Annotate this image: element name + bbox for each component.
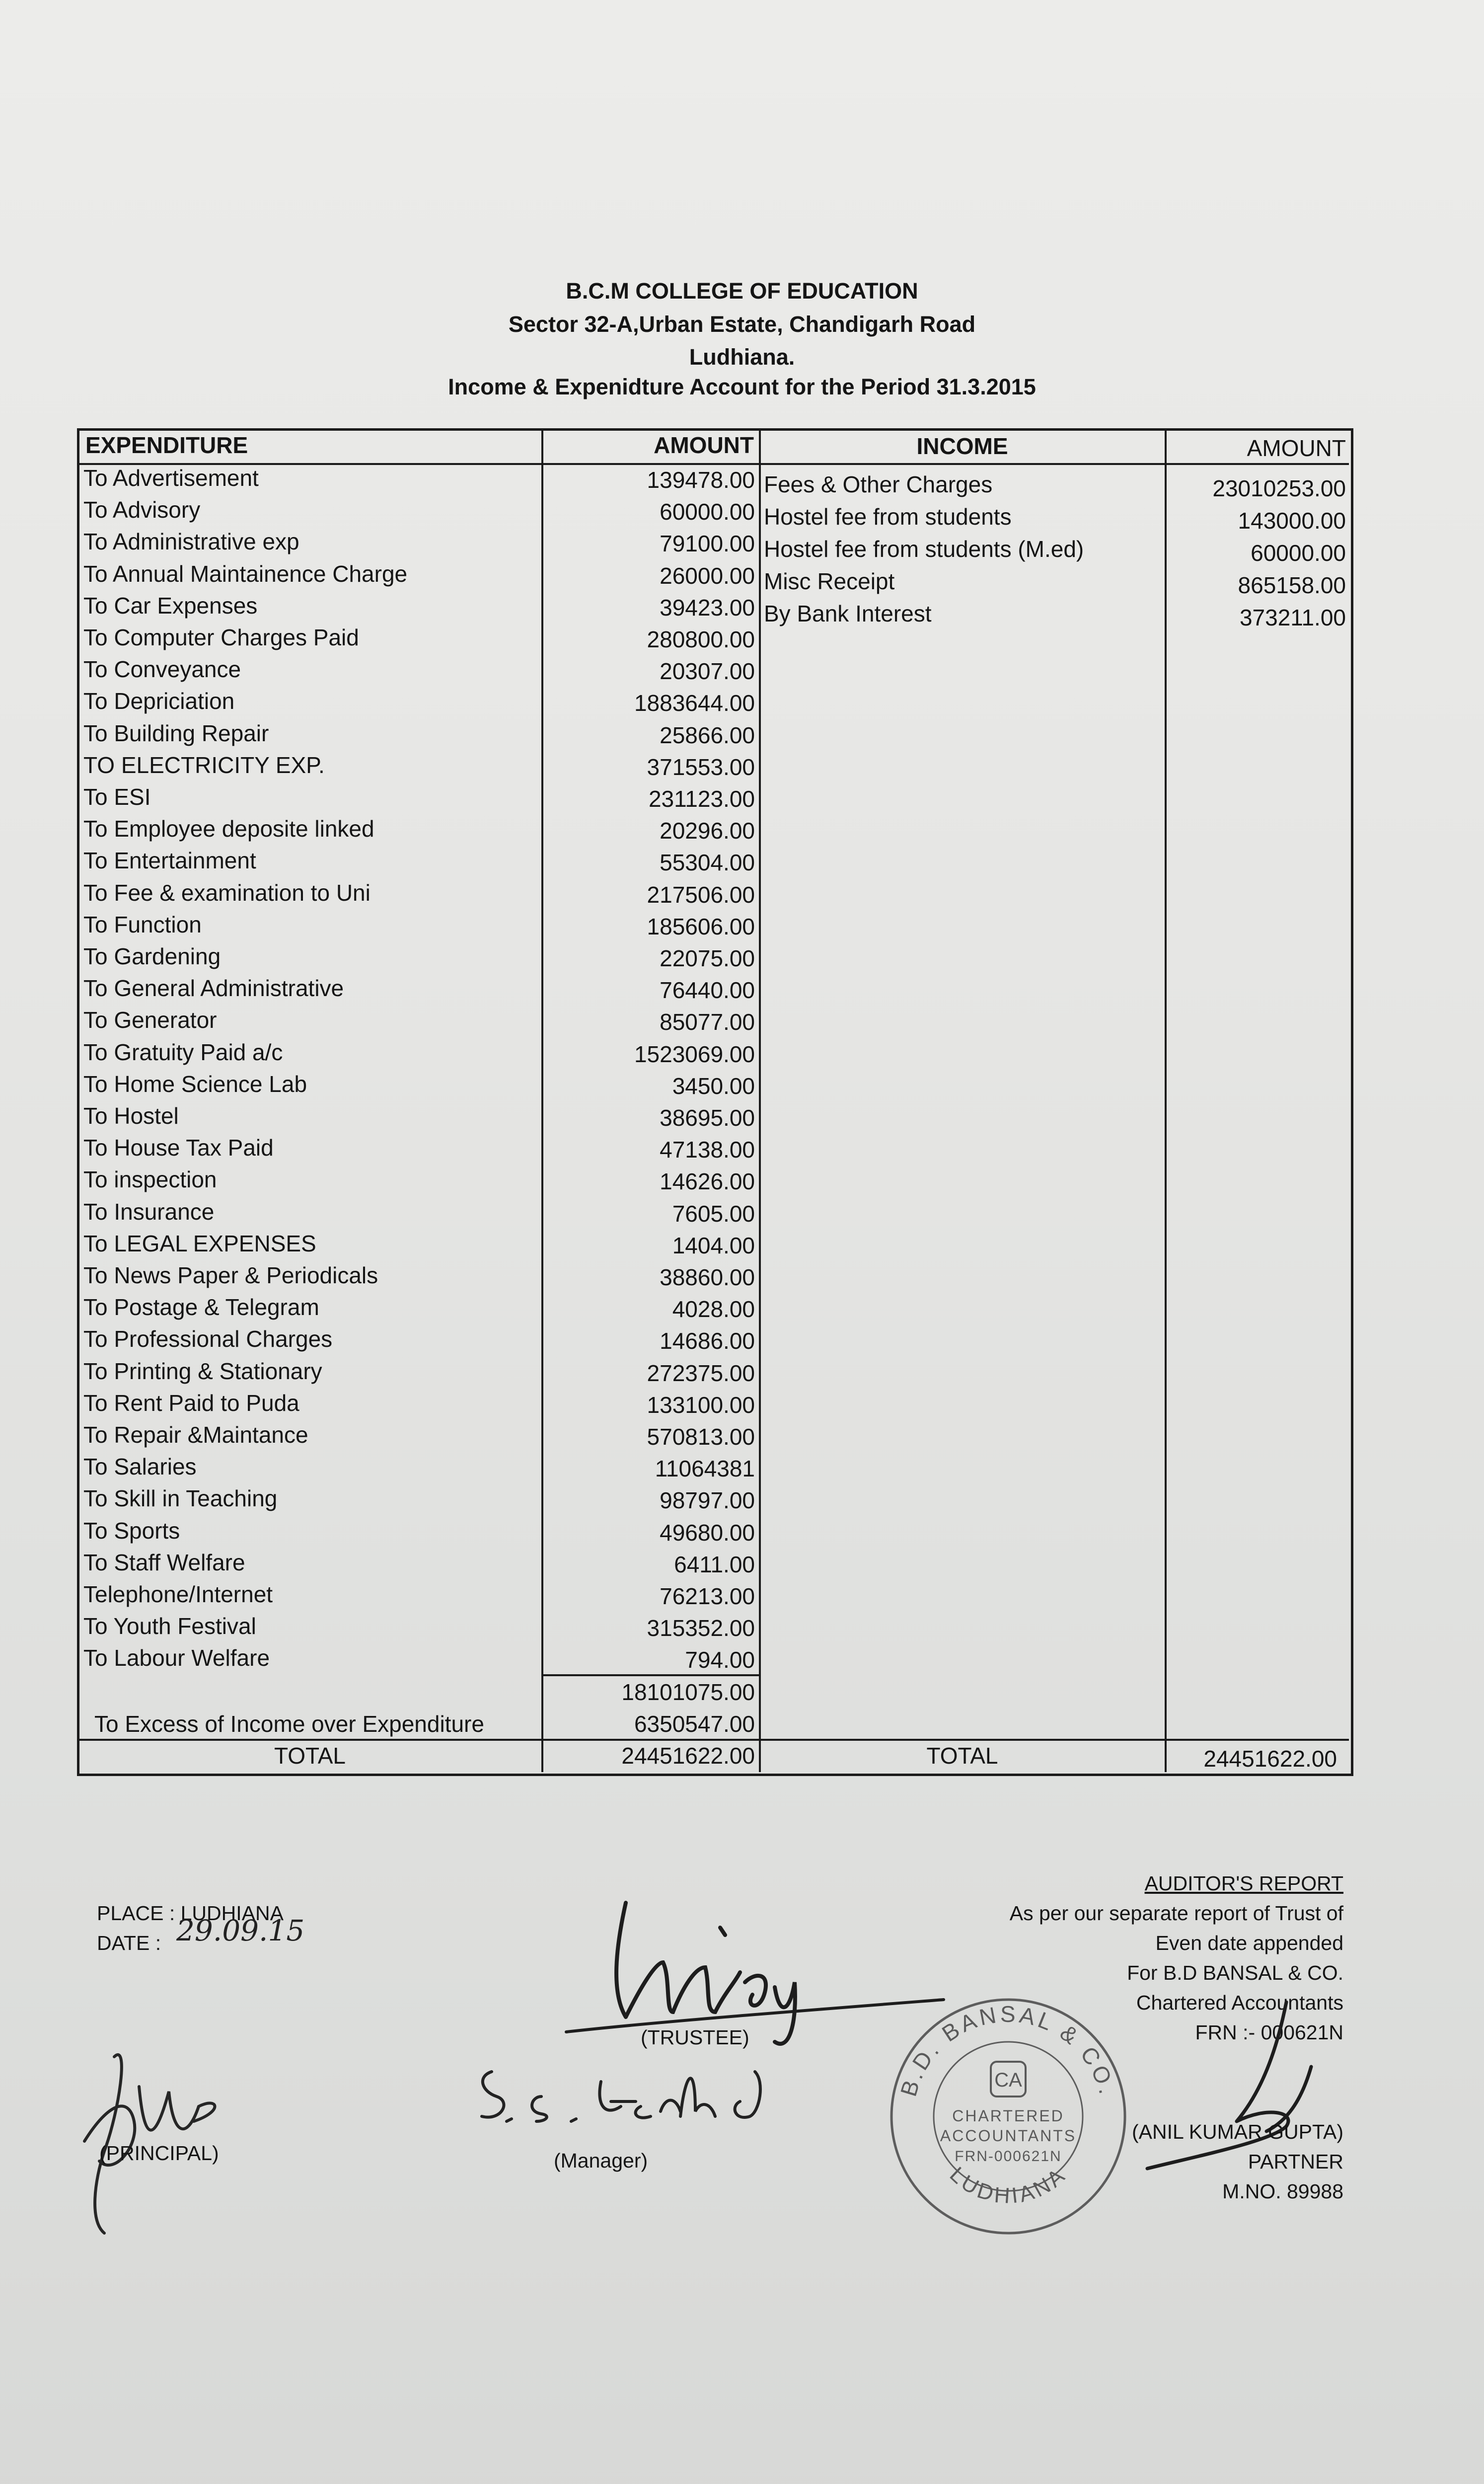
stamp-top-text: B.D. BANSAL & CO. [895, 2001, 1121, 2099]
expenditure-row-label: To Conveyance [83, 656, 241, 682]
auditor-report-line: Even date appended [1155, 1932, 1343, 1954]
expenditure-row-label: To Function [83, 912, 202, 937]
expenditure-row-label: To Depriciation [83, 688, 235, 714]
expenditure-row-label: To Car Expenses [83, 593, 258, 619]
expenditure-row-label: To LEGAL EXPENSES [83, 1231, 316, 1256]
auditor-report-title: AUDITOR'S REPORT [1144, 1872, 1343, 1895]
total-label-right: TOTAL [926, 1743, 998, 1769]
expenditure-row-amount: 22075.00 [660, 945, 755, 971]
excess-amount: 6350547.00 [634, 1711, 755, 1737]
expenditure-row-label: To Gratuity Paid a/c [83, 1039, 283, 1065]
expenditure-row-amount: 76213.00 [660, 1583, 755, 1609]
expenditure-row-amount: 6411.00 [674, 1552, 755, 1577]
expenditure-row-label: TO ELECTRICITY EXP. [83, 752, 325, 778]
expenditure-row-amount: 11064381 [655, 1456, 755, 1481]
expenditure-row-label: To Advisory [83, 497, 201, 523]
expenditure-row-label: To Entertainment [83, 848, 256, 873]
expenditure-row-amount: 3450.00 [672, 1073, 755, 1099]
expenditure-row-amount: 85077.00 [660, 1009, 755, 1035]
expenditure-row-label: To Advertisement [83, 465, 259, 491]
income-row-amount: 23010253.00 [1212, 475, 1346, 501]
expenditure-row-amount: 14686.00 [660, 1328, 755, 1354]
expenditure-row-amount: 25866.00 [660, 722, 755, 748]
income-row-label: Misc Receipt [764, 568, 895, 594]
expenditure-row-amount: 217506.00 [647, 882, 755, 908]
expenditure-row-amount: 38860.00 [660, 1264, 755, 1290]
expenditure-row-amount: 20307.00 [660, 658, 755, 684]
header-income: INCOME [916, 433, 1008, 459]
expenditure-row-amount: 98797.00 [660, 1487, 755, 1513]
expenditure-row-label: To Printing & Stationary [83, 1358, 322, 1384]
expenditure-row-amount: 20296.00 [660, 818, 755, 844]
auditor-report-line: FRN :- 000621N [1195, 2021, 1343, 2044]
expenditure-row-label: To Skill in Teaching [83, 1485, 278, 1511]
expenditure-row-label: To Staff Welfare [83, 1550, 245, 1575]
income-row-label: Fees & Other Charges [764, 471, 993, 497]
expenditure-row-label: To Salaries [83, 1454, 197, 1479]
expenditure-row-label: To Insurance [83, 1199, 215, 1225]
trustee-label: (TRUSTEE) [641, 2026, 749, 2049]
expenditure-row-amount: 79100.00 [660, 531, 755, 556]
expenditure-row-amount: 39423.00 [660, 595, 755, 621]
expenditure-row-label: To Repair &Maintance [83, 1422, 308, 1448]
total-amount-right: 24451622.00 [1203, 1746, 1337, 1772]
expenditure-row-amount: 315352.00 [647, 1615, 755, 1641]
expenditure-row-label: To Labour Welfare [83, 1645, 270, 1671]
expenditure-row-label: To Gardening [83, 943, 221, 969]
date-handwritten: 29.09.15 [176, 1914, 305, 1947]
expenditure-row-amount: 4028.00 [672, 1296, 755, 1322]
stamp-logo: CA [994, 2069, 1022, 2091]
expenditure-row-amount: 1523069.00 [634, 1041, 755, 1067]
expenditure-row-label: To Annual Maintainence Charge [83, 561, 408, 587]
header-expenditure: EXPENDITURE [85, 432, 248, 458]
expenditure-row-label: To Hostel [83, 1103, 179, 1129]
expenditure-row-amount: 371553.00 [647, 754, 755, 780]
header-amount-right: AMOUNT [1247, 435, 1346, 461]
total-label-left: TOTAL [274, 1743, 346, 1769]
col-divider-1 [541, 430, 543, 1772]
auditor-report-line: Chartered Accountants [1136, 1991, 1343, 2014]
place: PLACE : LUDHIANA [97, 1902, 284, 1925]
income-row-amount: 865158.00 [1238, 572, 1346, 598]
expenditure-row-amount: 139478.00 [647, 467, 755, 493]
subtotal-amount: 18101075.00 [621, 1679, 755, 1705]
expenditure-row-label: To Employee deposite linked [83, 816, 374, 842]
statement-title: Income & Expenidture Account for the Period 31.3.2015 [448, 374, 1036, 399]
header-amount-left: AMOUNT [654, 432, 754, 458]
expenditure-row-amount: 60000.00 [660, 499, 755, 525]
membership-number: M.NO. 89988 [1222, 2180, 1343, 2203]
college-address: Sector 32-A,Urban Estate, Chandigarh Road [508, 311, 976, 337]
expenditure-row-amount: 14626.00 [660, 1168, 755, 1194]
expenditure-row-label: To Fee & examination to Uni [83, 880, 371, 906]
expenditure-row-amount: 1883644.00 [634, 690, 755, 716]
expenditure-row-amount: 47138.00 [660, 1137, 755, 1163]
stamp-mid1: CHARTERED [952, 2107, 1064, 2125]
expenditure-row-label: To Computer Charges Paid [83, 624, 359, 650]
expenditure-row-amount: 794.00 [685, 1647, 755, 1673]
expenditure-row-label: To Generator [83, 1007, 217, 1033]
col-divider-3 [1165, 430, 1167, 1772]
college-city: Ludhiana. [689, 344, 795, 370]
expenditure-row-amount: 280800.00 [647, 626, 755, 652]
income-row-amount: 373211.00 [1239, 605, 1346, 630]
expenditure-row-amount: 55304.00 [660, 850, 755, 875]
expenditure-row-label: To Building Repair [83, 720, 269, 746]
manager-signature [472, 2052, 780, 2131]
col-divider-2 [759, 430, 761, 1772]
manager-label: (Manager) [554, 2149, 648, 2172]
expenditure-row-label: To Home Science Lab [83, 1071, 307, 1097]
expenditure-row-amount: 7605.00 [672, 1201, 755, 1227]
income-row-label: Hostel fee from students [764, 504, 1012, 530]
income-row-label: Hostel fee from students (M.ed) [764, 536, 1084, 562]
expenditure-row-label: To Rent Paid to Puda [83, 1390, 299, 1416]
total-amount-left: 24451622.00 [621, 1743, 755, 1769]
partner-role: PARTNER [1248, 2150, 1343, 2173]
income-row-amount: 60000.00 [1251, 540, 1346, 566]
expenditure-row-label: To Youth Festival [83, 1613, 256, 1639]
principal-label: (PRINCIPAL) [99, 2142, 219, 2165]
excess-label: To Excess of Income over Expenditure [94, 1711, 484, 1737]
auditor-report-line: As per our separate report of Trust of [1009, 1902, 1343, 1925]
expenditure-row-label: To inspection [83, 1166, 217, 1192]
expenditure-row-label: To News Paper & Periodicals [83, 1262, 378, 1288]
expenditure-row-label: To Professional Charges [83, 1326, 333, 1352]
expenditure-row-label: To Postage & Telegram [83, 1294, 319, 1320]
stamp-bottom-text: LUDHIANA [945, 2162, 1072, 2209]
partner-name: (ANIL KUMAR GUPTA) [1132, 2120, 1343, 2143]
auditor-report-line: For B.D BANSAL & CO. [1127, 1961, 1343, 1984]
expenditure-row-amount: 38695.00 [660, 1105, 755, 1131]
income-row-label: By Bank Interest [764, 601, 932, 626]
expenditure-row-amount: 49680.00 [660, 1520, 755, 1546]
expenditure-row-amount: 272375.00 [647, 1360, 755, 1386]
expenditure-row-amount: 570813.00 [647, 1424, 755, 1450]
stamp-mid2: ACCOUNTANTS [940, 2127, 1077, 2145]
stamp-frn: FRN-000621N [955, 2148, 1062, 2165]
date-label: DATE : [97, 1932, 161, 1954]
expenditure-row-label: Telephone/Internet [83, 1581, 273, 1607]
expenditure-row-amount: 231123.00 [648, 786, 755, 812]
income-row-amount: 143000.00 [1238, 508, 1346, 534]
expenditure-row-label: To ESI [83, 784, 151, 810]
expenditure-row-label: To Administrative exp [83, 529, 299, 554]
expenditure-row-amount: 185606.00 [647, 914, 755, 939]
expenditure-row-label: To House Tax Paid [83, 1135, 274, 1161]
expenditure-row-amount: 26000.00 [660, 563, 755, 589]
expenditure-row-label: To General Administrative [83, 975, 344, 1001]
principal-signature [70, 2012, 228, 2241]
expenditure-row-amount: 1404.00 [672, 1233, 755, 1258]
expenditure-row-label: To Sports [83, 1518, 180, 1544]
college-name: B.C.M COLLEGE OF EDUCATION [566, 278, 918, 304]
expenditure-row-amount: 76440.00 [660, 977, 755, 1003]
expenditure-row-amount: 133100.00 [647, 1392, 755, 1418]
